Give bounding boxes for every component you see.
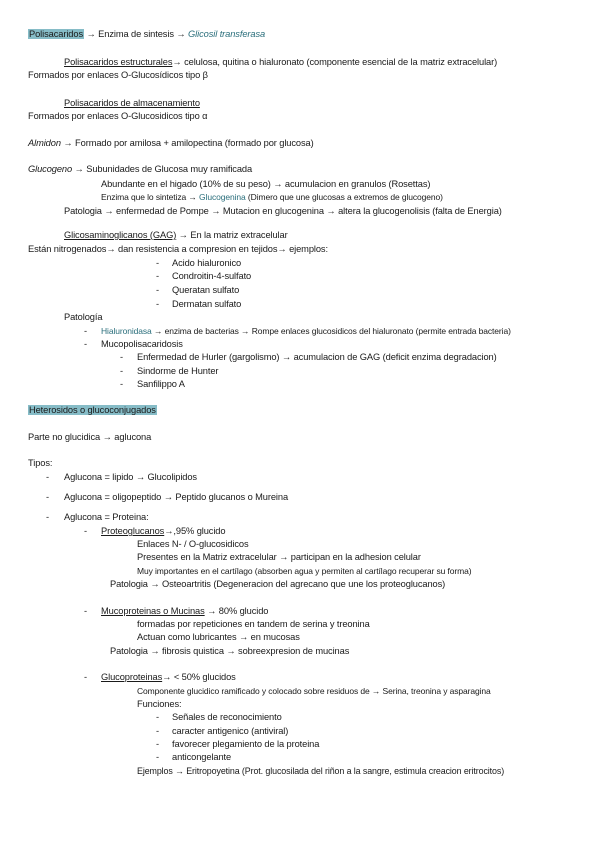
mucinas-line bbox=[101, 605, 268, 617]
proteoglucanos-patologia: Patologia → Osteoartritis (Degeneracion del agrecano que une los proteoglucanos) bbox=[110, 579, 446, 589]
bullet-dash: - bbox=[120, 352, 124, 362]
bullet-dash: - bbox=[156, 712, 160, 722]
proteoglucanos-title: Proteoglucanos bbox=[101, 526, 165, 536]
mucopolisacaridosis-label: Mucopolisacaridosis bbox=[101, 339, 183, 349]
funcion-item: caracter antigenico (antiviral) bbox=[172, 726, 289, 736]
bullet-dash: - bbox=[46, 492, 50, 502]
almidon-term: Almidon bbox=[28, 138, 61, 148]
polisacaridos-heading bbox=[28, 28, 265, 40]
bullet-dash: - bbox=[84, 339, 88, 349]
almidon-line bbox=[28, 137, 314, 149]
gag-title-rest: → En la matriz extracelular bbox=[176, 230, 288, 240]
proteoglucanos-detail: Enlaces N- / O-glucosidicos bbox=[137, 539, 249, 549]
glucogeno-line bbox=[28, 163, 252, 175]
gag-example: Queratan sulfato bbox=[172, 285, 240, 295]
bullet-dash: - bbox=[84, 326, 88, 336]
tipo-item: Aglucona = oligopeptido → Peptido glucanos o Mureina bbox=[64, 492, 289, 502]
polisacaridos-title-rest: → Enzima de sintesis → bbox=[84, 29, 189, 39]
tipo-item: Aglucona = Proteina: bbox=[64, 512, 149, 522]
bullet-dash: - bbox=[156, 726, 160, 736]
mucinas-patologia: Patologia → fibrosis quistica → sobreexpresion de mucinas bbox=[110, 646, 350, 656]
proteoglucanos-detail: Muy importantes en el cartílago (absorben agua y permiten al cartílago recuperar su forma) bbox=[137, 566, 472, 576]
mucinas-rest: → 80% glucido bbox=[204, 606, 269, 616]
enzima-prefix: Enzima que lo sintetiza → bbox=[101, 192, 200, 202]
glucoproteinas-title: Glucoproteinas bbox=[101, 672, 163, 682]
funciones-label: Funciones: bbox=[137, 699, 182, 709]
bullet-dash: - bbox=[156, 299, 160, 309]
polisacaridos-title: Polisacaridos bbox=[29, 29, 83, 39]
gag-example: Acido hialuronico bbox=[172, 258, 242, 268]
proteoglucanos-rest: →,95% glucido bbox=[164, 526, 226, 536]
tipos-label: Tipos: bbox=[28, 458, 53, 468]
bullet-dash: - bbox=[120, 379, 124, 389]
bullet-dash: - bbox=[84, 526, 88, 536]
glucoproteinas-detail: Componente glucidico ramificado y colocado sobre residuos de → Serina, treonina y asparagina bbox=[137, 686, 491, 696]
almacenamiento-title: Polisacaridos de almacenamiento bbox=[64, 98, 200, 108]
bullet-dash: - bbox=[156, 258, 160, 268]
funcion-item: Señales de reconocimiento bbox=[172, 712, 282, 722]
gag-title: Glicosaminoglicanos (GAG) bbox=[64, 230, 177, 240]
bullet-dash: - bbox=[156, 752, 160, 762]
mucinas-detail: formadas por repeticiones en tandem de serina y treonina bbox=[137, 619, 370, 629]
gag-example: Dermatan sulfato bbox=[172, 299, 242, 309]
almacenamiento-enlaces: Formados por enlaces O-Glucosidicos tipo α bbox=[28, 111, 208, 121]
mucinas-title: Mucoproteinas o Mucinas bbox=[101, 606, 205, 616]
gag-example: Condroitin-4-sulfato bbox=[172, 271, 252, 281]
parte-no-glucidica: Parte no glucidica → aglucona bbox=[28, 432, 152, 442]
glucogeno-desc: → Subunidades de Glucosa muy ramificada bbox=[72, 164, 253, 174]
proteoglucanos-line bbox=[101, 525, 225, 537]
almidon-desc: → Formado por amilosa + amilopectina (formado por glucosa) bbox=[60, 138, 314, 148]
funcion-item: favorecer plegamiento de la proteina bbox=[172, 739, 320, 749]
bullet-dash: - bbox=[46, 472, 50, 482]
gag-patologia-label: Patología bbox=[64, 312, 103, 322]
estructurales-title: Polisacaridos estructurales bbox=[64, 57, 173, 67]
bullet-dash: - bbox=[46, 512, 50, 522]
heterosidos-heading bbox=[28, 404, 157, 416]
glucoproteinas-ejemplos: Ejemplos → Eritropoyetina (Prot. glucosilada del riñon a la sangre, estimula creacion eritrocitos) bbox=[137, 766, 505, 776]
tipo-item: Aglucona = lipido → Glucolipidos bbox=[64, 472, 197, 482]
glucogeno-patologia: Patologia → enfermedad de Pompe → Mutacion en glucogenina → altera la glucogenolisis (falta de Energia) bbox=[64, 206, 502, 216]
gag-heading bbox=[64, 229, 288, 241]
gag-nitrogenados: Están nitrogenados→ dan resistencia a compresion en tejidos→ ejemplos: bbox=[28, 244, 328, 254]
estructurales-enlaces: Formados por enlaces O-Glucosídicos tipo β bbox=[28, 70, 208, 80]
hialuronidasa-term: Hialuronidasa bbox=[101, 326, 152, 336]
disease-item: Enfermedad de Hurler (gargolismo) → acumulacion de GAG (deficit enzima degradacion) bbox=[137, 352, 497, 362]
glucogeno-term: Glucogeno bbox=[28, 164, 73, 174]
funcion-item: anticongelante bbox=[172, 752, 232, 762]
glucogenina-desc: (Dimero que une glucosas a extremos de glucogeno) bbox=[245, 192, 443, 202]
hialuronidasa-line bbox=[101, 325, 511, 337]
glucogeno-enzima bbox=[101, 191, 443, 203]
bullet-dash: - bbox=[156, 271, 160, 281]
estructurales-desc: → celulosa, quitina o hialuronato (componente esencial de la matriz extracelular) bbox=[172, 57, 498, 67]
glucogenina-term: Glucogenina bbox=[199, 192, 246, 202]
glucoproteinas-rest: → < 50% glucidos bbox=[162, 672, 236, 682]
bullet-dash: - bbox=[84, 672, 88, 682]
hialuronidasa-desc: → enzima de bacterias → Rompe enlaces glucosidicos del hialuronato (permite entrada bacteria) bbox=[151, 326, 511, 336]
mucinas-detail: Actuan como lubricantes → en mucosas bbox=[137, 632, 300, 642]
estructurales-line bbox=[64, 56, 497, 68]
disease-item: Sindorme de Hunter bbox=[137, 366, 219, 376]
bullet-dash: - bbox=[156, 739, 160, 749]
glucoproteinas-line bbox=[101, 671, 236, 683]
bullet-dash: - bbox=[120, 366, 124, 376]
glicosil-transferasa: Glicosil transferasa bbox=[188, 29, 266, 39]
disease-item: Sanfilippo A bbox=[137, 379, 185, 389]
glucogeno-higado: Abundante en el higado (10% de su peso) → acumulacion en granulos (Rosettas) bbox=[101, 179, 431, 189]
proteoglucanos-detail: Presentes en la Matriz extracelular → participan en la adhesion celular bbox=[137, 552, 421, 562]
bullet-dash: - bbox=[156, 285, 160, 295]
bullet-dash: - bbox=[84, 606, 88, 616]
heterosidos-title: Heterosidos o glucoconjugados bbox=[29, 405, 156, 415]
